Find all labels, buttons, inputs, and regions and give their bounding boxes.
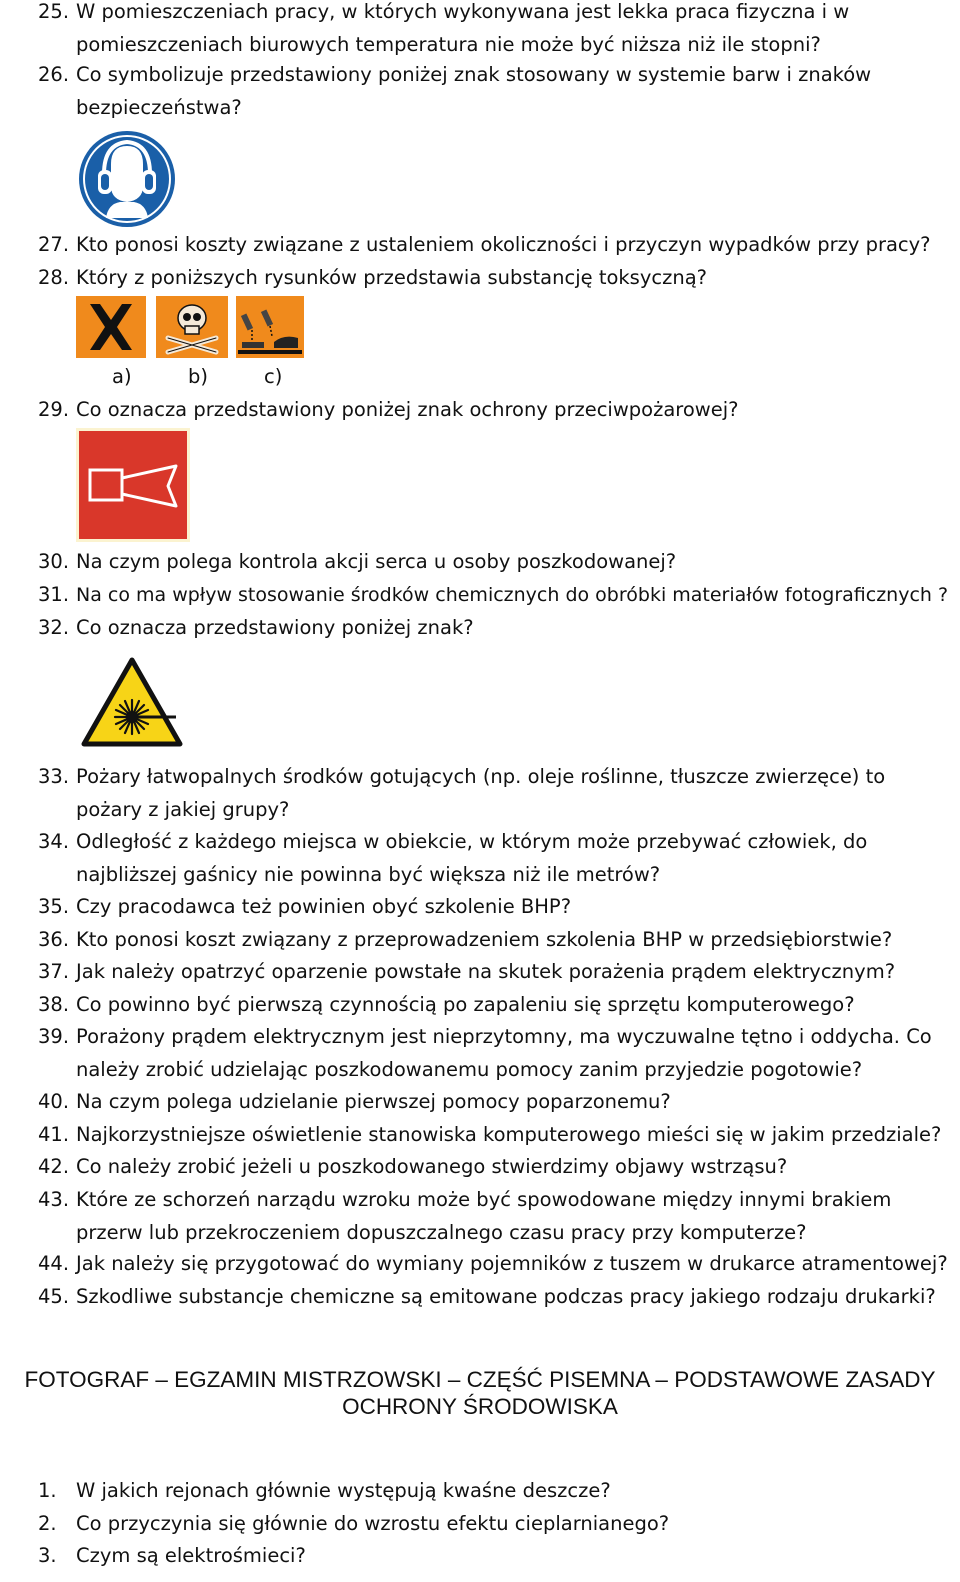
option-b-label: b)	[188, 365, 208, 388]
question-number: 28.	[38, 266, 70, 289]
question-26	[38, 59, 950, 124]
question-text: Co oznacza przedstawiony poniżej znak ochrony przeciwpożarowej?	[76, 398, 739, 421]
question-36	[38, 924, 950, 957]
question-text: Kto ponosi koszt związany z przeprowadzeniem szkolenia BHP w przedsiębiorstwie?	[76, 928, 893, 951]
question-number: 45.	[38, 1285, 70, 1308]
ear-protection-icon	[78, 130, 176, 228]
question-text: Na co ma wpływ stosowanie środków chemicznych do obróbki materiałów fotograficznych ?	[76, 584, 949, 606]
question-number: 43.	[38, 1188, 70, 1211]
question-33	[38, 761, 950, 826]
question-number: 30.	[38, 550, 70, 573]
laser-warning-icon	[80, 656, 184, 748]
question-35	[38, 891, 950, 924]
section-title-line-2: OCHRONY ŚRODOWISKA	[342, 1394, 618, 1419]
question-42	[38, 1151, 950, 1184]
question-27	[38, 229, 950, 262]
question-number: 29.	[38, 398, 70, 421]
question-39	[38, 1021, 950, 1086]
question-text: Co przyczynia się głównie do wzrostu efektu cieplarnianego?	[76, 1512, 670, 1535]
harmful-x-icon[interactable]	[76, 296, 146, 358]
env-question-3	[38, 1540, 938, 1573]
question-text: Jak należy się przygotować do wymiany pojemników z tuszem w drukarce atramentowej?	[76, 1252, 948, 1275]
question-text: W pomieszczeniach pracy, w których wykonywana jest lekka praca fizyczna i w pomieszczeniach biurowych temperatura nie może być niższa niż ile stopni?	[76, 0, 850, 56]
question-number: 26.	[38, 63, 70, 86]
question-32	[38, 612, 950, 645]
question-number: 41.	[38, 1123, 70, 1146]
corrosive-icon[interactable]	[236, 296, 304, 358]
question-text: Czy pracodawca też powinien obyć szkolenie BHP?	[76, 895, 572, 918]
question-text: Odległość z każdego miejsca w obiekcie, w którym może przebywać człowiek, do najbliższej gaśnicy nie powinna być większa niż ile metrów?	[76, 830, 868, 886]
question-text: Co należy zrobić jeżeli u poszkodowanego stwierdzimy objawy wstrząsu?	[76, 1155, 788, 1178]
question-text: Które ze schorzeń narządu wzroku może być spowodowane między innymi brakiem przerw lub przekroczeniem dopuszczalnego czasu pracy przy komputerze?	[76, 1188, 892, 1244]
question-text: Porażony prądem elektrycznym jest nieprzytomny, ma wyczuwalne tętno i oddycha. Co należy zrobić udzielając poszkodowanemu pomocy zanim przyjedzie pogotowie?	[76, 1025, 932, 1081]
question-number: 35.	[38, 895, 70, 918]
question-25	[38, 0, 950, 61]
question-37	[38, 956, 950, 989]
section-title-line-1: FOTOGRAF – EGZAMIN MISTRZOWSKI – CZĘŚĆ PISEMNA – PODSTAWOWE ZASADY	[24, 1367, 936, 1392]
option-a-label: a)	[112, 365, 132, 388]
question-41	[38, 1119, 950, 1152]
question-number: 37.	[38, 960, 70, 983]
question-number: 36.	[38, 928, 70, 951]
question-45	[38, 1281, 950, 1314]
skull-icon[interactable]	[156, 296, 228, 358]
question-text: Pożary łatwopalnych środków gotujących (np. oleje roślinne, tłuszcze zwierzęce) to pożary z jakiej grupy?	[76, 765, 886, 821]
question-text: Szkodliwe substancje chemiczne są emitowane podczas pracy jakiego rodzaju drukarki?	[76, 1285, 936, 1308]
question-44	[38, 1248, 950, 1281]
question-text: Na czym polega kontrola akcji serca u osoby poszkodowanej?	[76, 550, 677, 573]
question-number: 31.	[38, 583, 70, 606]
question-text: Co oznacza przedstawiony poniżej znak?	[76, 616, 474, 639]
answer-options	[112, 364, 340, 390]
question-30	[38, 546, 950, 579]
question-number: 1.	[38, 1479, 57, 1502]
question-number: 42.	[38, 1155, 70, 1178]
question-43	[38, 1184, 950, 1249]
question-40	[38, 1086, 950, 1119]
question-number: 40.	[38, 1090, 70, 1113]
question-number: 3.	[38, 1544, 57, 1567]
question-31	[38, 579, 950, 612]
question-text: Co powinno być pierwszą czynnością po zapaleniu się sprzętu komputerowego?	[76, 993, 855, 1016]
question-number: 38.	[38, 993, 70, 1016]
question-number: 34.	[38, 830, 70, 853]
question-number: 2.	[38, 1512, 57, 1535]
question-number: 32.	[38, 616, 70, 639]
question-text: W jakich rejonach głównie występują kwaśne deszcze?	[76, 1479, 611, 1502]
question-38	[38, 989, 950, 1022]
question-text: Na czym polega udzielanie pierwszej pomocy poparzonemu?	[76, 1090, 671, 1113]
fire-alarm-horn-icon	[76, 428, 190, 542]
question-number: 39.	[38, 1025, 70, 1048]
question-number: 44.	[38, 1252, 70, 1275]
question-text: Czym są elektrośmieci?	[76, 1544, 306, 1567]
question-28	[38, 262, 950, 295]
question-text: Kto ponosi koszty związane z ustaleniem okoliczności i przyczyn wypadków przy pracy?	[76, 233, 931, 256]
section-title	[0, 1366, 960, 1420]
option-c-label: c)	[264, 365, 283, 388]
question-number: 27.	[38, 233, 70, 256]
env-question-1	[38, 1475, 938, 1508]
question-number: 25.	[38, 0, 70, 23]
question-number: 33.	[38, 765, 70, 788]
question-text: Jak należy opatrzyć oparzenie powstałe na skutek porażenia prądem elektrycznym?	[76, 960, 896, 983]
question-34	[38, 826, 950, 891]
question-text: Który z poniższych rysunków przedstawia substancję toksyczną?	[76, 266, 707, 289]
question-text: Co symbolizuje przedstawiony poniżej znak stosowany w systemie barw i znaków bezpieczeństwa?	[76, 63, 872, 119]
question-29	[38, 394, 950, 427]
question-text: Najkorzystniejsze oświetlenie stanowiska komputerowego mieści się w jakim przedziale?	[76, 1123, 942, 1146]
env-question-2	[38, 1508, 938, 1541]
